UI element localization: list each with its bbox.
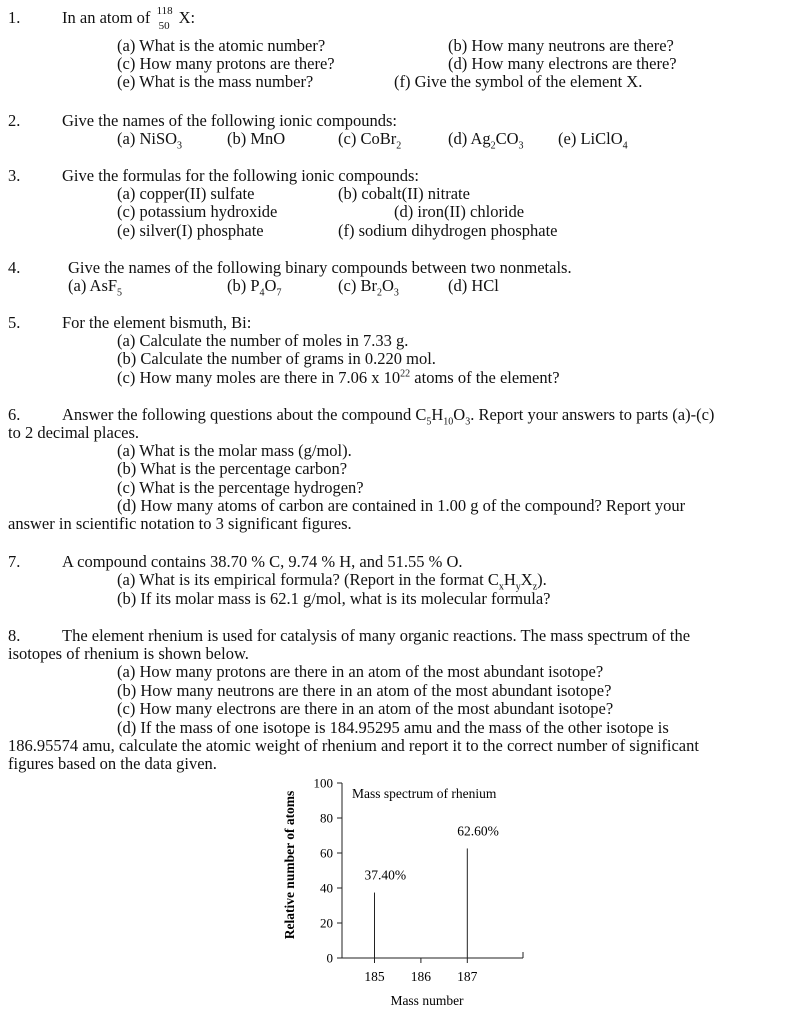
q4-part-d: (d) HCl	[448, 276, 499, 295]
q2-item-b: (b) MnO	[227, 129, 286, 148]
q4-part-b: (b) $P_4O_7$	[227, 276, 282, 299]
q3-part-b: (b) cobalt(II) nitrate	[338, 184, 470, 203]
q3-part-a: (a) copper(II) sulfate	[117, 184, 255, 203]
q1-part-f: (f) Give the symbol of the element X.	[394, 72, 643, 91]
q2-item-c: (c) CoBr$_2$	[338, 129, 402, 152]
q6-intro: Answer the following questions about the compound $C_5H_{10}O_3$. Report your answers to parts (a)-(c)	[62, 405, 715, 428]
mass-spectrum-svg	[280, 775, 530, 1010]
q8-part-d: (d) If the mass of one isotope is 184.95295 amu and the mass of the other isotope is	[117, 718, 669, 737]
q1-intro	[62, 5, 196, 32]
q8-part-d-line2: 186.95574 amu, calculate the atomic weight of rhenium and report it to the correct number of significant	[8, 736, 699, 755]
chart-x-axis-label: Mass number	[390, 993, 464, 1008]
q1-part-b: (b) How many neutrons are there?	[448, 36, 674, 55]
q6-part-b: (b) What is the percentage carbon?	[117, 459, 348, 478]
q3-part-e: (e) silver(I) phosphate	[117, 221, 264, 240]
x-tick-label: 185	[364, 969, 385, 984]
y-tick-label: 100	[313, 775, 333, 791]
q7-part-b: (b) If its molar mass is 62.1 g/mol, what is its molecular formula?	[117, 589, 551, 608]
q6-part-d-line2: answer in scientific notation to 3 significant figures.	[8, 514, 352, 533]
q7-number: 7.	[8, 552, 21, 571]
q5-intro: For the element bismuth, Bi:	[62, 313, 252, 332]
q8-part-a: (a) How many protons are there in an atom of the most abundant isotope?	[117, 662, 604, 681]
q1-mass-number: 118	[156, 5, 173, 17]
q3-part-f: (f) sodium dihydrogen phosphate	[338, 221, 558, 240]
q1-atomic-number: 50	[158, 20, 170, 32]
q7-intro: A compound contains 38.70 % C, 9.74 % H, and 51.55 % O.	[62, 552, 463, 571]
q2-number: 2.	[8, 111, 21, 130]
q7-part-a: (a) What is its empirical formula? (Report in the format $C_xH_yX_z$).	[117, 570, 547, 593]
q2-item-e: (e) LiClO$_4$	[558, 129, 628, 152]
x-tick-label: 187	[457, 969, 478, 984]
y-tick-label: 20	[320, 915, 333, 931]
q2-intro: Give the names of the following ionic compounds:	[62, 111, 397, 130]
q2-item-d: (d) $Ag_2CO_3$	[448, 129, 524, 152]
q5-number: 5.	[8, 313, 21, 332]
q5-part-c: (c) How many moles are there in 7.06 x $10^{22}$ atoms of the element?	[117, 368, 560, 387]
q6-number: 6.	[8, 405, 21, 424]
q2-item-a: (a) NiSO$_3$	[117, 129, 183, 152]
y-tick-label: 80	[320, 810, 333, 826]
q6-part-a: (a) What is the molar mass (g/mol).	[117, 441, 352, 460]
mass-spectrum-chart	[280, 775, 530, 1010]
q3-number: 3.	[8, 166, 21, 185]
q6-part-c: (c) What is the percentage hydrogen?	[117, 478, 364, 497]
q4-part-a: (a) AsF$_5$	[68, 276, 123, 299]
q1-part-c: (c) How many protons are there?	[117, 54, 335, 73]
q6-part-d: (d) How many atoms of carbon are contained in 1.00 g of the compound? Report your	[117, 496, 686, 515]
q8-intro-line2: isotopes of rhenium is shown below.	[8, 644, 249, 663]
chart-title: Mass spectrum of rhenium	[352, 786, 497, 801]
q5-part-b: (b) Calculate the number of grams in 0.220 mol.	[117, 349, 436, 368]
q4-intro: Give the names of the following binary compounds between two nonmetals.	[68, 258, 572, 277]
chart-y-axis-label: Relative number of atoms	[282, 790, 297, 940]
x-tick-label: 186	[410, 969, 432, 984]
q8-part-b: (b) How many neutrons are there in an atom of the most abundant isotope?	[117, 681, 612, 700]
q1-part-d: (d) How many electrons are there?	[448, 54, 677, 73]
q3-intro: Give the formulas for the following ionic compounds:	[62, 166, 419, 185]
q1-part-a: (a) What is the atomic number?	[117, 36, 326, 55]
q5-part-a: (a) Calculate the number of moles in 7.33 g.	[117, 331, 409, 350]
y-tick-label: 0	[326, 950, 333, 966]
q1-number: 1.	[8, 8, 21, 27]
q8-part-c: (c) How many electrons are there in an atom of the most abundant isotope?	[117, 699, 614, 718]
q8-number: 8.	[8, 626, 21, 645]
bar-value-label: 37.40%	[364, 867, 407, 883]
q8-intro: The element rhenium is used for catalysis of many organic reactions. The mass spectrum of the	[62, 626, 691, 645]
q1-element-symbol: X:	[178, 8, 196, 27]
q8-part-d-line3: figures based on the data given.	[8, 754, 217, 773]
q1-part-e: (e) What is the mass number?	[117, 72, 314, 91]
q1-intro-text: In an atom of	[62, 8, 151, 27]
q3-part-d: (d) iron(II) chloride	[394, 202, 525, 221]
y-tick-label: 40	[320, 880, 333, 896]
q3-part-c: (c) potassium hydroxide	[117, 202, 278, 221]
q6-intro-line2: to 2 decimal places.	[8, 423, 140, 442]
y-tick-label: 60	[320, 845, 333, 861]
bar-value-label: 62.60%	[457, 823, 499, 839]
q4-number: 4.	[8, 258, 21, 277]
q4-part-c: (c) $Br_2O_3$	[338, 276, 399, 299]
